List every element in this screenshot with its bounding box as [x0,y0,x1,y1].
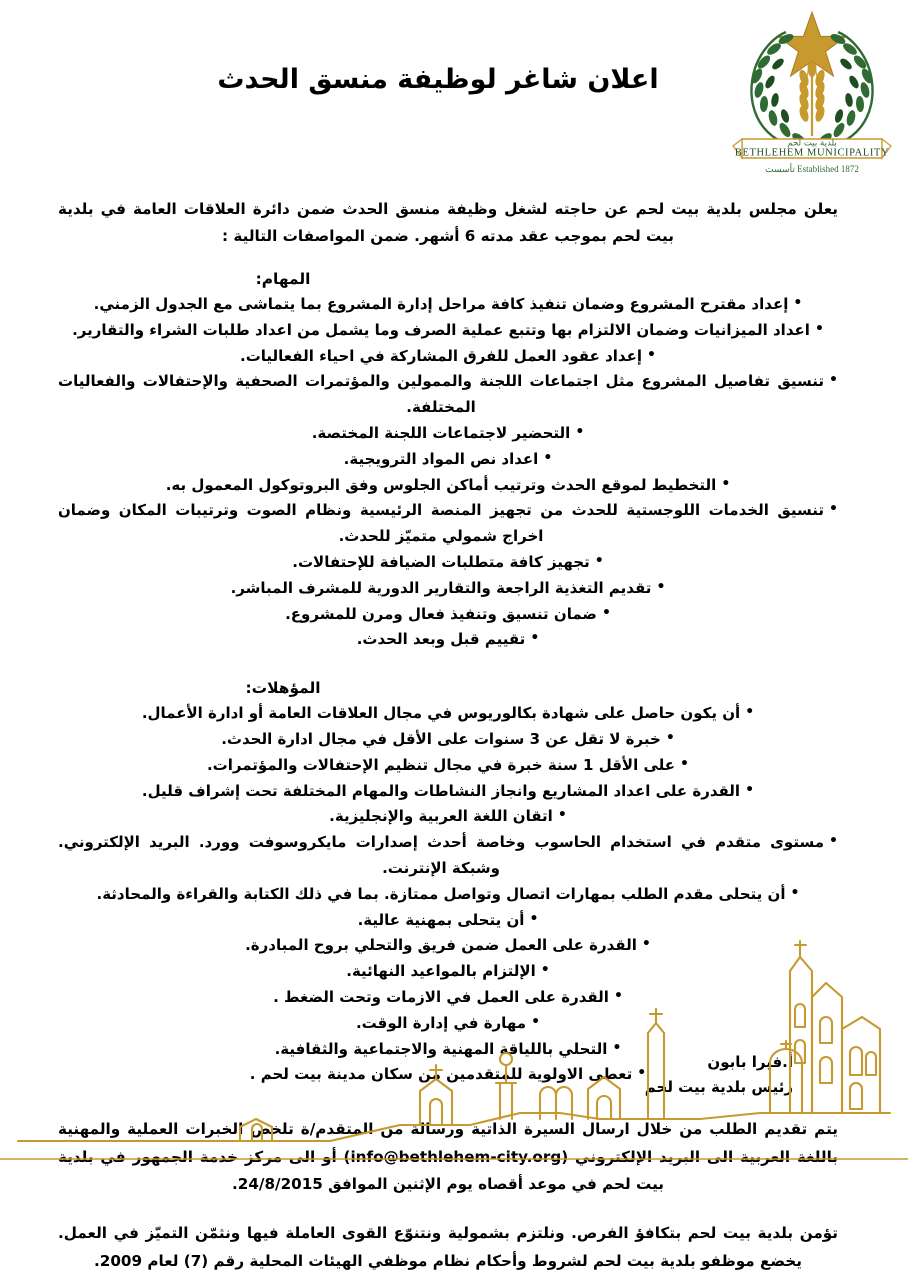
logo-established: Established 1872 تأسست [765,164,859,174]
list-item [58,908,838,934]
application-email[interactable]: info@bethlehem-city.org [350,1147,562,1166]
equal-opportunity-paragraph: تؤمن بلدية بيت لحم بتكافؤ الفرص. ونلتزم بشمولية ونتنوّع القوى العاملة فيها ونثمّن التميّز في العمل. يخضع موظفو بلدية بيت لحم لشروط وأحكام نظام موظفي الهيئات المحلية رقم (7) لعام 2009. [58,1224,838,1270]
tasks-item-9: • تقديم التغذية الراجعة والتقارير الدورية للمشرف المباشر. [231,576,666,602]
list-item [58,1011,838,1037]
list-item [58,779,838,805]
list-item [58,882,838,908]
list-item [58,344,838,370]
tasks-item-3: • تنسيق تفاصيل المشروع مثل اجتماعات اللجنة والممولين والمؤتمرات الصحفية والإحتفالات والفعاليات المختلفة. [58,369,838,421]
list-item [58,830,838,882]
tasks-item-0: • إعداد مقترح المشروع وضمان تنفيذ كافة مراحل إدارة المشروع بما يتماشى مع الجدول الزمني. [94,292,803,318]
qual-item-2: • على الأقل 1 سنة خبرة في مجال تنظيم الإحتفالات والمؤتمرات. [207,753,689,779]
star-icon [778,12,846,86]
list-item [58,933,838,959]
list-item [58,727,838,753]
qual-item-5: • مستوى متقدم في استخدام الحاسوب وخاصة أحدث إصدارات مايكروسوفت وورد. البريد الإلكتروني. وشبكة الإنترنت. [58,830,838,882]
list-item [58,550,838,576]
qual-item-4: • اتقان اللغة العربية والإنجليزية. [329,804,567,830]
application-instructions-part2: ) أو الى مركز خدمة الجمهور في بلدية بيت لحم في موعد أقصاه يوم الإثنين الموافق 24/8/2015. [58,1147,664,1193]
signature-name: أ.فيرا بابون [707,1053,793,1071]
list-item [58,498,838,550]
list-item [58,804,838,830]
tasks-item-5: • اعداد نص المواد الترويجية. [344,447,553,473]
list-item [58,985,838,1011]
qual-item-3: • القدرة على اعداد المشاريع وانجاز النشاطات والمهام المختلفة تحت إشراف قليل. [142,779,754,805]
qual-item-12: • التحلي باللياقة المهنية والاجتماعية والثقافية. [275,1037,622,1063]
signature-block [645,1050,793,1100]
tasks-item-6: • التخطيط لموقع الحدث وترتيب أماكن الجلوس وفق البروتوكول المعمول به. [166,473,731,499]
qualifications-list [58,701,838,1088]
application-instructions [58,1116,838,1198]
list-item [58,701,838,727]
qual-item-10: • القدرة على العمل في الازمات وتحت الضغط . [273,985,623,1011]
tasks-item-4: • التحضير لاجتماعات اللجنة المختصة. [312,421,585,447]
logo-ribbon [733,139,891,159]
list-item [58,292,838,318]
qual-item-1: • خبرة لا تقل عن 3 سنوات على الأقل في مجال ادارة الحدث. [221,727,675,753]
tasks-item-7: • تنسيق الخدمات اللوجستية للحدث من تجهيز المنصة الرئيسية ونظام الصوت وترتيبات المكان وضمان اخراج شمولي متميّز للحدث. [58,498,838,550]
tasks-item-2: • إعداد عقود العمل للفرق المشاركة في احياء الفعاليات. [240,344,656,370]
qual-item-7: • أن يتحلى بمهنية عالية. [358,908,539,934]
signature-role: رئيس بلدية بيت لحم [644,1077,793,1096]
tasks-item-11: • تقييم قبل وبعد الحدث. [357,627,540,653]
qual-item-8: • القدرة على العمل ضمن فريق والتحلي بروح المبادرة. [245,933,651,959]
qual-item-13: • تعطى الاولوية للمتقدمين من سكان مدينة بيت لحم . [250,1062,646,1088]
qualifications-heading: المؤهلات: [245,679,321,698]
tasks-item-1: • اعداد الميزانيات وضمان الالتزام بها وتتبع عملية الصرف وما يشمل من اعداد طلبات الشراء والتقارير. [72,318,824,344]
list-item [58,447,838,473]
logo-name-en: BETHLEHEM MUNICIPALITY [734,147,890,159]
logo-name-ar: بلدية بيت لحم [787,138,837,149]
qual-item-9: • الإلتزام بالمواعيد النهائية. [346,959,550,985]
page-title: اعلان شاغر لوظيفة منسق الحدث [217,64,659,95]
list-item [58,602,838,628]
list-item [58,369,838,421]
document-body [58,196,838,1275]
qual-item-11: • مهارة في إدارة الوقت. [356,1011,540,1037]
tasks-list [58,292,838,653]
list-item [58,421,838,447]
tasks-heading: المهام: [255,270,311,289]
list-item [58,318,838,344]
bethlehem-municipality-logo [728,6,896,184]
list-item [58,576,838,602]
tasks-item-8: • تجهيز كافة متطلبات الضيافة للإحتفالات. [292,550,604,576]
list-item [58,627,838,653]
application-instructions-part1: يتم تقديم الطلب من خلال ارسال السيرة الذاتية ورسالة من المتقدم/ة تلخص الخبرات العملية والمهنية باللغة العربية الى البريد الإلكتروني ( [58,1120,839,1166]
list-item [58,473,838,499]
list-item [58,753,838,779]
qual-item-6: • أن يتحلى مقدم الطلب بمهارات اتصال وتواصل ممتازة. بما في ذلك الكتابة والقراءة والمحادثة. [97,882,800,908]
intro-paragraph: يعلن مجلس بلدية بيت لحم عن حاجته لشغل وظيفة منسق الحدث ضمن دائرة العلاقات العامة في بلدية بيت لحم بموجب عقد مدته 6 أشهر. ضمن المواصفات التالية : [58,200,838,246]
tasks-item-10: • ضمان تنسيق وتنفيذ فعال ومرن للمشروع. [285,602,611,628]
list-item [58,959,838,985]
qual-item-0: • أن يكون حاصل على شهادة بكالوريوس في مجال العلاقات العامة أو ادارة الأعمال. [142,701,754,727]
